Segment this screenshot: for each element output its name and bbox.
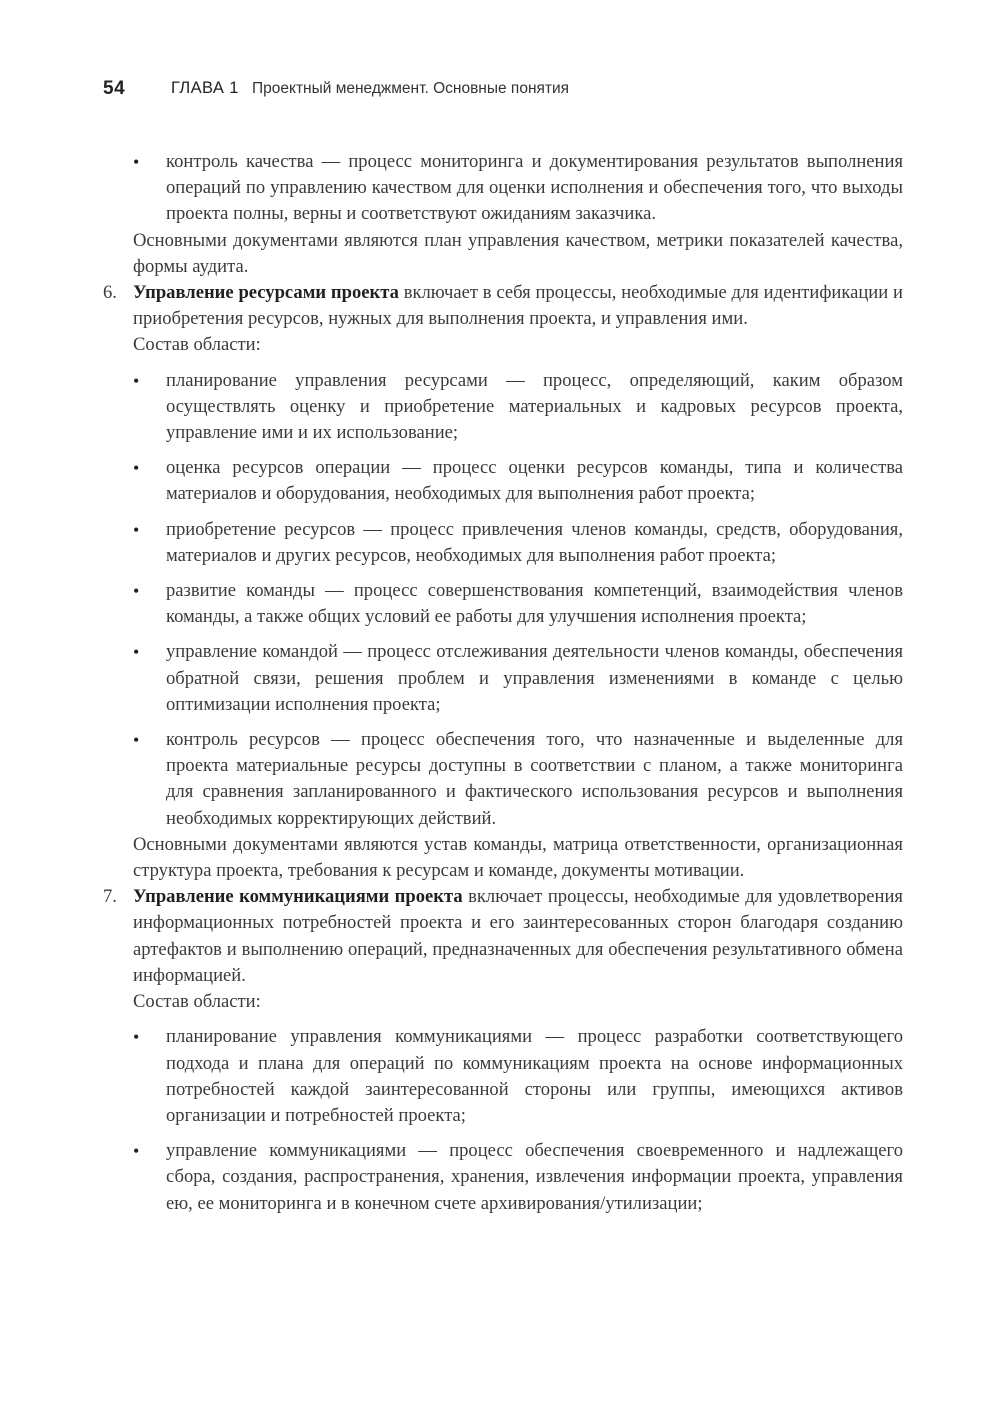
bullet-marker: • [133, 581, 140, 602]
bullet-item [133, 639, 903, 718]
bullet-marker: • [133, 519, 140, 540]
bullet-marker: • [133, 1027, 140, 1048]
bullet-text: планирование управления ресурсами — процесс, определяющий, каким образом осуществлять оценку и приобретение материальных и кадровых ресурсов проекта, управление ими и их использование; [166, 369, 903, 444]
item-heading: Управление ресурсами проекта [133, 282, 399, 304]
numbered-item-7 [103, 884, 903, 989]
bullet-marker: • [133, 152, 140, 172]
documents-paragraph: Основными документами являются план управления качеством, метрики показателей качества, формы аудита. [133, 229, 903, 277]
bullet-item [133, 1138, 903, 1217]
item-heading: Управление коммуникациями проекта [133, 886, 463, 908]
bullet-item [133, 1024, 903, 1129]
item-description: включает процессы, необходимые для удовлетворения информационных потребностей проекта и его заинтересованных сторон благодаря созданию артефактов и выполнению операций, предназначенных для обеспечения результативного обмена информацией. [133, 886, 903, 986]
bullet-text: контроль качества — процесс мониторинга и документирования результатов выполнения операций по управлению качеством для оценки исполнения и обеспечения того, что выходы проекта полны, верны и соответствуют ожиданиям заказчика. [166, 151, 903, 225]
item-number: 7. [103, 886, 117, 908]
bullet-text: управление командой — процесс отслеживания деятельности членов команды, обеспечения обратной связи, решения проблем и управления изменениями в команде с целью оптимизации исполнения проекта; [166, 641, 903, 715]
scope-label: Состав области: [133, 334, 261, 356]
page-body [103, 149, 903, 1217]
chapter-title: Проектный менеджмент. Основные понятия [252, 80, 570, 97]
item-number: 6. [103, 282, 117, 304]
item-description: включает в себя процессы, необходимые для идентификации и приобретения ресурсов, нужных для выполнения проекта, и управления ими. [133, 282, 903, 330]
bullet-text: приобретение ресурсов — процесс привлечения членов команды, средств, оборудования, материалов и других ресурсов, необходимых для выполнения работ проекта; [166, 518, 903, 566]
bullet-item [133, 368, 903, 447]
bullet-marker: • [133, 370, 140, 391]
bullet-marker: • [133, 730, 140, 751]
bullet-marker: • [133, 642, 140, 663]
bullet-text: развитие команды — процесс совершенствования компетенций, взаимодействия членов команды, а также общих условий ее работы для улучшения исполнения проекта; [166, 580, 903, 628]
bullet-item [133, 727, 903, 832]
page-number: 54 [103, 78, 126, 99]
bullet-item [133, 149, 903, 228]
bullet-item [133, 517, 903, 569]
bullet-text: управление коммуникациями — процесс обеспечения своевременного и надлежащего сбора, создания, распространения, хранения, извлечения информации проекта, управления ею, ее мониторинга и в конечном счете архивирования/утилизации; [166, 1140, 903, 1214]
bullet-item [133, 455, 903, 507]
documents-paragraph: Основными документами являются устав команды, матрица ответственности, организационная структура проекта, требования к ресурсам и команде, документы мотивации. [133, 833, 903, 882]
scope-label: Состав области: [133, 991, 261, 1013]
bullet-text: оценка ресурсов операции — процесс оценки ресурсов команды, типа и количества материалов и оборудования, необходимых для выполнения работ проекта; [166, 457, 903, 505]
chapter-label: ГЛАВА 1 [171, 79, 239, 97]
bullet-marker: • [133, 1141, 140, 1162]
bullet-item [133, 578, 903, 630]
bullet-marker: • [133, 458, 140, 479]
numbered-item-6 [103, 280, 903, 332]
running-header [103, 78, 903, 102]
bullet-text: контроль ресурсов — процесс обеспечения того, что назначенные и выделенные для проекта материальные ресурсы доступны в соответствии с планом, а также мониторинга для сравнения запланированного и фактического использования ресурсов и выполнения необходимых корректирующих действий. [166, 729, 903, 829]
bullet-text: планирование управления коммуникациями — процесс разработки соответствующего подхода и плана для операций по коммуникациям проекта на основе информационных потребностей каждой заинтересованной стороны или группы, имеющихся активов организации и потребностей проекта; [166, 1026, 903, 1126]
